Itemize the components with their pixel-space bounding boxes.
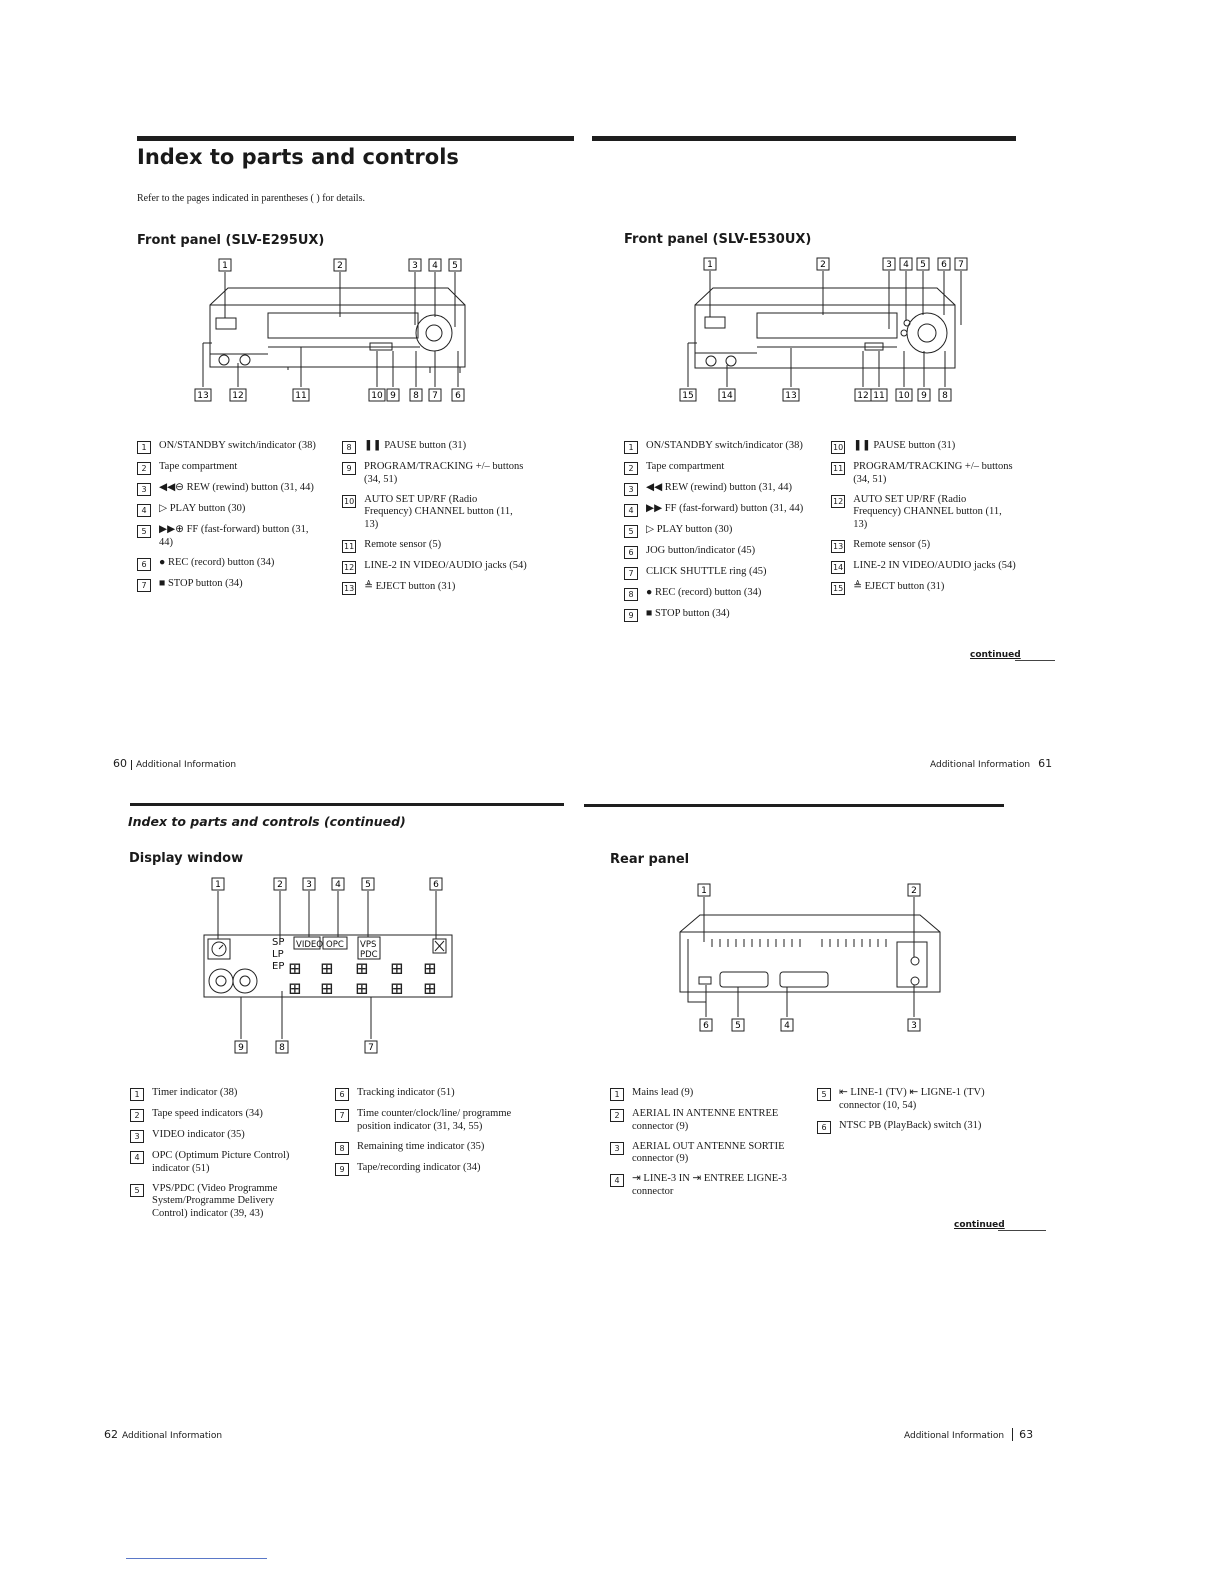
header-rule-left-2 [130,803,564,806]
intro-text: Refer to the pages indicated in parentheses ( ) for details. [137,193,365,204]
list-item: 1 Timer indicator (38) [130,1087,310,1101]
display-window-heading: Display window [129,851,244,866]
lp-indicator: LP [272,949,284,960]
svg-text:13: 13 [197,391,209,401]
list-item: 8 ❚❚ PAUSE button (31) [342,440,527,454]
svg-text:1: 1 [707,260,713,270]
svg-text:15: 15 [682,391,694,401]
bottom-blue-line [126,1558,267,1559]
svg-text:6: 6 [703,1021,709,1031]
list-item: 2 AERIAL IN ANTENNE ENTREE connector (9) [610,1108,800,1134]
svg-text:2: 2 [911,886,917,896]
svg-text:1: 1 [215,880,221,890]
list-item: 5 VPS/PDC (Video Programme System/Programme Delivery Control) indicator (39, 43) [130,1183,310,1221]
list-item: 11 PROGRAM/TRACKING +/– buttons (34, 51) [833,461,1013,485]
svg-text:7: 7 [368,1043,374,1053]
svg-text:⊞: ⊞ [424,976,437,1000]
continued-line [1015,660,1055,661]
footer-page-60: 60 Additional Information [113,757,237,770]
sp-indicator: SP [272,937,285,948]
pdc-indicator: PDC [360,950,378,960]
svg-text:3: 3 [412,261,418,271]
e295-list-col2 [342,440,527,602]
video-indicator: VIDEO [296,940,323,950]
segment-digits [289,956,436,1000]
list-item: 10 AUTO SET UP/RF (Radio Frequency) CHANNEL button (11, 13) [344,493,513,531]
continued-line-2 [998,1230,1046,1231]
list-item: 4 ⇥ LINE-3 IN ⇥ ENTREE LIGNE-3 connector [610,1173,800,1199]
continued-label-2: continued [954,1220,1005,1230]
list-item: 15 ≜ EJECT button (31) [833,580,945,593]
svg-text:9: 9 [921,391,927,401]
list-item: 5 ▶▶⊕ FF (fast-forward) button (31, 44) [137,524,322,550]
list-item: 7 CLICK SHUTTLE ring (45) [624,566,816,580]
svg-text:7: 7 [432,391,438,401]
svg-text:5: 5 [920,260,926,270]
svg-text:4: 4 [903,260,909,270]
list-item: 8 ● REC (record) button (34) [624,587,816,601]
svg-text:3: 3 [886,260,892,270]
list-item: 5 ▷ PLAY button (30) [624,524,816,538]
svg-text:11: 11 [295,391,307,401]
list-item: 13 ≜ EJECT button (31) [344,580,456,593]
list-item: 6 NTSC PB (PlayBack) switch (31) [817,1120,1012,1134]
e530-list-col2 [831,440,1016,602]
list-item: 3 ◀◀⊖ REW (rewind) button (31, 44) [137,482,322,496]
rear-panel-heading: Rear panel [610,852,690,867]
header-rule-right [592,136,1016,141]
list-item: 8 Remaining time indicator (35) [335,1141,515,1155]
svg-text:10: 10 [371,391,383,401]
svg-text:6: 6 [455,391,461,401]
list-item: 10 ❚❚ PAUSE button (31) [833,440,956,452]
svg-text:9: 9 [390,391,396,401]
list-item: 1 ON/STANDBY switch/indicator (38) [624,440,816,454]
list-item: 3 VIDEO indicator (35) [130,1129,310,1143]
list-item: 9 PROGRAM/TRACKING +/– buttons (34, 51) [342,461,527,487]
list-item: 2 Tape speed indicators (34) [130,1108,310,1122]
list-item: 12 LINE-2 IN VIDEO/AUDIO jacks (54) [344,559,527,572]
svg-text:3: 3 [911,1021,917,1031]
list-item: 4 ▶▶ FF (fast-forward) button (31, 44) [624,503,816,517]
svg-text:1: 1 [701,886,707,896]
continued-title: Index to parts and controls (continued) [128,814,406,829]
svg-text:6: 6 [433,880,439,890]
page-title: Index to parts and controls [137,145,459,169]
svg-text:8: 8 [279,1043,285,1053]
svg-text:3: 3 [306,880,312,890]
opc-indicator: OPC [326,940,344,950]
footer-page-63: Additional Information 63 [904,1428,1034,1441]
front-panel-e530-heading: Front panel (SLV-E530UX) [624,232,812,247]
svg-text:2: 2 [277,880,283,890]
svg-text:⊞: ⊞ [321,956,334,980]
display-window-diagram [196,873,458,1058]
display-list-col1 [130,1087,310,1228]
svg-text:5: 5 [452,261,458,271]
list-item: 1 Mains lead (9) [610,1087,800,1101]
header-rule-left [137,136,574,141]
list-item: 9 Tape/recording indicator (34) [335,1162,515,1176]
svg-text:12: 12 [857,391,869,401]
svg-text:14: 14 [721,391,733,401]
svg-text:9: 9 [238,1043,244,1053]
svg-text:⊞: ⊞ [289,976,302,1000]
list-item: 4 OPC (Optimum Picture Control) indicator (51) [130,1150,310,1176]
svg-text:⊞: ⊞ [391,976,404,1000]
svg-text:10: 10 [898,391,910,401]
continued-label: continued [970,650,1021,660]
list-item: 2 Tape compartment [624,461,816,475]
list-item: 5 ⇤ LINE-1 (TV) ⇤ LIGNE-1 (TV) connector (10, 54) [817,1087,1012,1113]
header-rule-right-2 [584,804,1004,807]
svg-text:11: 11 [873,391,885,401]
svg-text:13: 13 [785,391,797,401]
list-item: 3 AERIAL OUT ANTENNE SORTIE connector (9) [610,1141,800,1167]
svg-text:⊞: ⊞ [321,976,334,1000]
list-item: 4 ▷ PLAY button (30) [137,503,322,517]
front-panel-e295-heading: Front panel (SLV-E295UX) [137,233,325,248]
vcr-e295-diagram [190,255,480,415]
list-item: 3 ◀◀ REW (rewind) button (31, 44) [624,482,816,496]
list-item: 12 AUTO SET UP/RF (Radio Frequency) CHANNEL button (11, 13) [833,493,1002,531]
e530-list-col1 [624,440,816,629]
vcr-e530-diagram [675,253,975,413]
footer-page-61: Additional Information 61 [930,757,1053,770]
list-item: 14 LINE-2 IN VIDEO/AUDIO jacks (54) [833,559,1016,572]
svg-text:4: 4 [784,1021,790,1031]
ep-indicator: EP [272,961,285,972]
list-item: 11 Remote sensor (5) [344,538,442,551]
list-item: 7 ■ STOP button (34) [137,578,322,592]
e295-list-col1 [137,440,322,599]
svg-text:4: 4 [335,880,341,890]
list-item: 13 Remote sensor (5) [833,538,931,551]
svg-text:6: 6 [941,260,947,270]
list-item: 6 ● REC (record) button (34) [137,557,322,571]
svg-text:⊞: ⊞ [424,956,437,980]
svg-text:⊞: ⊞ [391,956,404,980]
list-item: 1 ON/STANDBY switch/indicator (38) [137,440,322,454]
vps-indicator: VPS [360,940,377,950]
svg-text:12: 12 [232,391,244,401]
svg-text:⊞: ⊞ [356,956,369,980]
svg-text:2: 2 [337,261,343,271]
svg-text:5: 5 [735,1021,741,1031]
list-item: 6 Tracking indicator (51) [335,1087,515,1101]
svg-text:1: 1 [222,261,228,271]
rear-list-col1 [610,1087,800,1206]
list-item: 2 Tape compartment [137,461,322,475]
svg-text:⊞: ⊞ [289,956,302,980]
svg-text:8: 8 [413,391,419,401]
svg-text:⊞: ⊞ [356,976,369,1000]
display-list-col2 [335,1087,515,1183]
callout-numbers [195,259,464,401]
rear-list-col2 [817,1087,1012,1141]
svg-text:5: 5 [365,880,371,890]
svg-text:4: 4 [432,261,438,271]
list-item: 9 ■ STOP button (34) [624,608,816,622]
list-item: 6 JOG button/indicator (45) [624,545,816,559]
callout-numbers [698,884,920,1031]
list-item: 7 Time counter/clock/line/ programme position indicator (31, 34, 55) [335,1108,515,1134]
svg-text:8: 8 [942,391,948,401]
rear-panel-diagram [672,877,947,1037]
footer-page-62: 62 Additional Information [104,1428,223,1441]
svg-text:2: 2 [820,260,826,270]
svg-text:7: 7 [958,260,964,270]
